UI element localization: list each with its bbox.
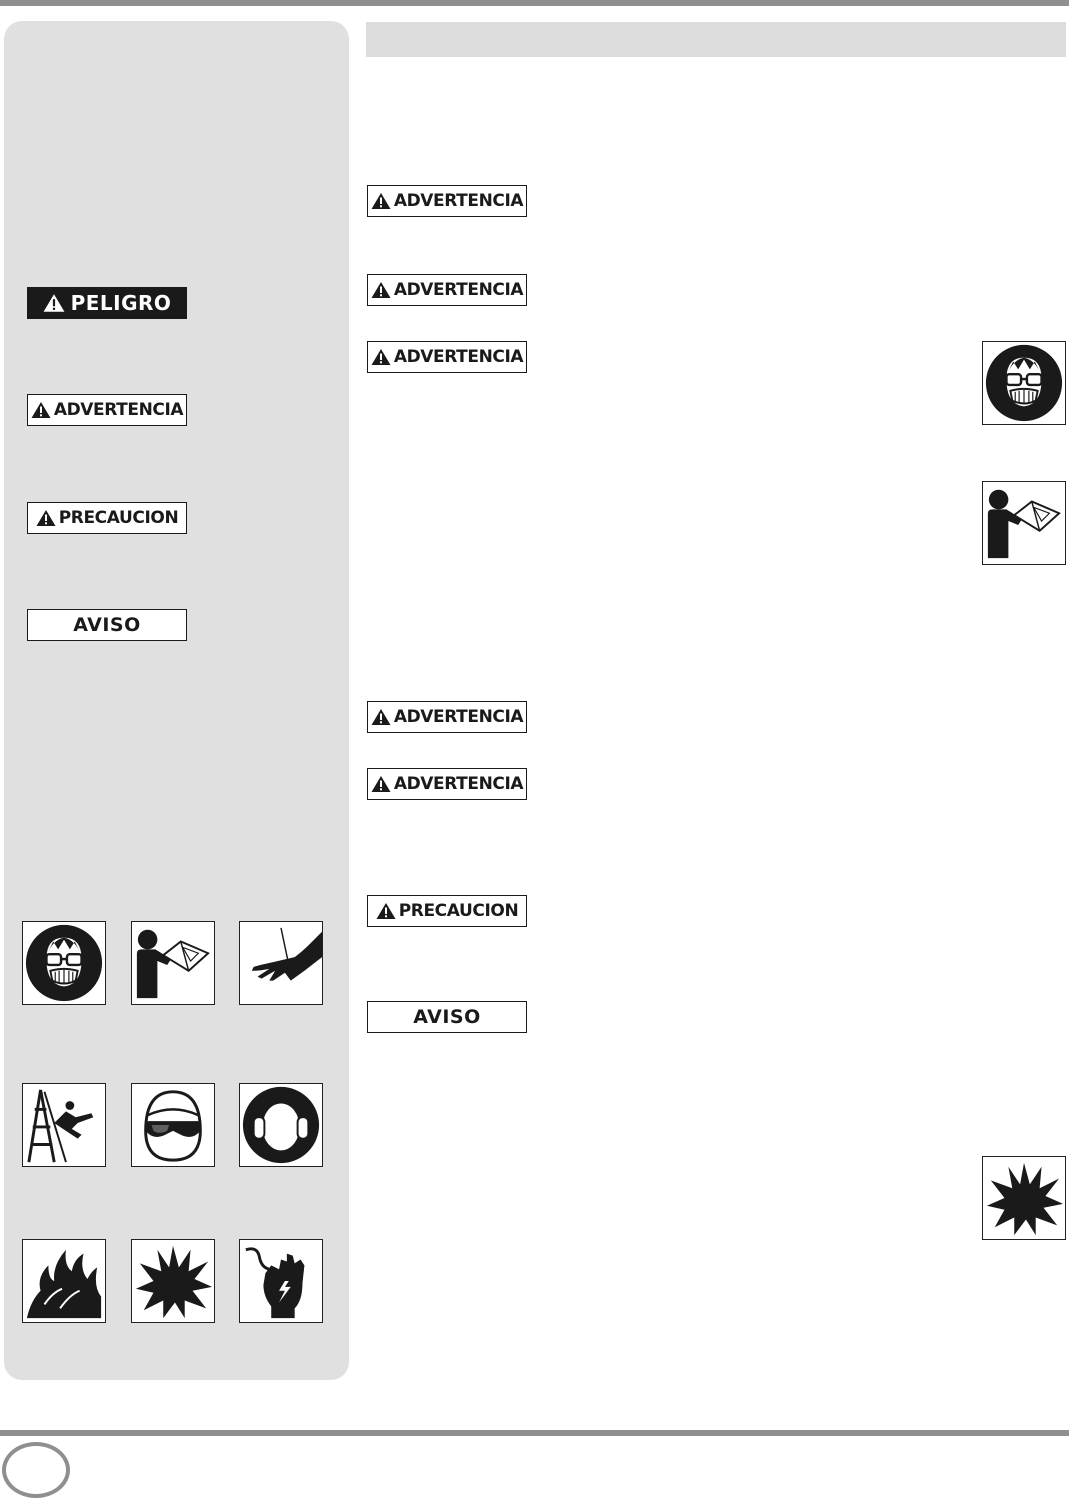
warning-label-text: ADVERTENCIA bbox=[393, 191, 524, 211]
warning-label-text: ADVERTENCIA bbox=[393, 774, 524, 794]
section-header-bar bbox=[366, 22, 1066, 57]
hearing-protection-icon bbox=[239, 1083, 323, 1167]
notice-label-text: AVISO bbox=[413, 1006, 481, 1028]
dust-mask-goggles-icon bbox=[22, 921, 106, 1005]
warning-label-text: ADVERTENCIA bbox=[393, 347, 524, 367]
warning-signal-label bbox=[367, 274, 527, 306]
notice-label-text: AVISO bbox=[73, 614, 141, 636]
caution-signal-label bbox=[367, 895, 527, 927]
caution-label-text: PRECAUCION bbox=[58, 508, 179, 528]
alert-triangle-icon bbox=[371, 708, 391, 726]
danger-label-text: PELIGRO bbox=[70, 291, 172, 315]
electric-shock-icon bbox=[239, 1239, 323, 1323]
fire-icon bbox=[22, 1239, 106, 1323]
caution-label-text: PRECAUCION bbox=[398, 901, 519, 921]
cut-hand-icon bbox=[239, 921, 323, 1005]
notice-signal-label bbox=[367, 1001, 527, 1033]
ladder-fall-icon bbox=[22, 1083, 106, 1167]
alert-triangle-icon bbox=[31, 401, 51, 419]
warning-signal-label bbox=[367, 341, 527, 373]
top-rule bbox=[0, 0, 1069, 6]
warning-label-text: ADVERTENCIA bbox=[393, 280, 524, 300]
read-manual-icon bbox=[982, 481, 1066, 565]
alert-triangle-icon bbox=[43, 293, 65, 313]
alert-triangle-icon bbox=[371, 192, 391, 210]
notice-signal-label bbox=[27, 609, 187, 641]
alert-triangle-icon bbox=[371, 348, 391, 366]
bottom-rule bbox=[0, 1430, 1069, 1436]
explosion-icon bbox=[131, 1239, 215, 1323]
warning-signal-label bbox=[27, 394, 187, 426]
alert-triangle-icon bbox=[371, 281, 391, 299]
alert-triangle-icon bbox=[376, 902, 396, 920]
safety-goggles-icon bbox=[131, 1083, 215, 1167]
warning-signal-label bbox=[367, 701, 527, 733]
caution-signal-label bbox=[27, 502, 187, 534]
sidebar-panel bbox=[4, 21, 349, 1380]
danger-signal-label bbox=[27, 287, 187, 319]
warning-signal-label bbox=[367, 768, 527, 800]
alert-triangle-icon bbox=[371, 775, 391, 793]
dust-mask-goggles-icon bbox=[982, 341, 1066, 425]
warning-signal-label bbox=[367, 185, 527, 217]
alert-triangle-icon bbox=[36, 509, 56, 527]
read-manual-icon bbox=[131, 921, 215, 1005]
warning-label-text: ADVERTENCIA bbox=[53, 400, 184, 420]
explosion-icon bbox=[982, 1156, 1066, 1240]
warning-label-text: ADVERTENCIA bbox=[393, 707, 524, 727]
page-number-badge bbox=[2, 1442, 70, 1498]
